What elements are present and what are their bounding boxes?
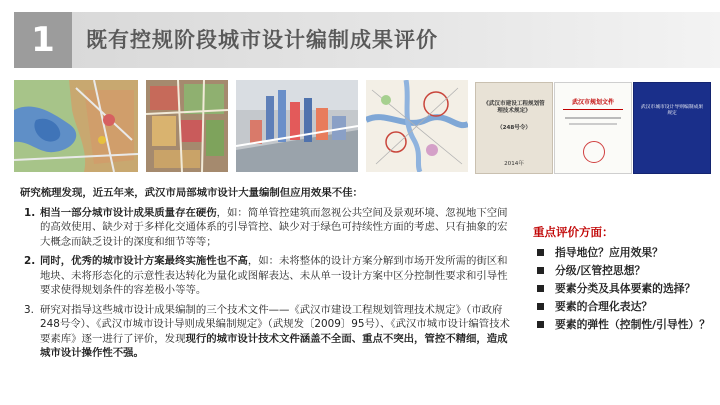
- 3d-city-render: [236, 80, 358, 172]
- evaluation-point: [533, 317, 713, 332]
- doc-2-title: 武汉市规划文件: [571, 99, 614, 106]
- document-cover-guideline: [633, 82, 711, 174]
- doc-2-seal: [583, 141, 605, 163]
- document-cover-248: [475, 82, 553, 174]
- finding-number: 1.: [24, 206, 36, 219]
- finding-item: [20, 206, 510, 250]
- finding-number: 3.: [24, 303, 34, 316]
- finding-item: [20, 303, 510, 361]
- bullet-square-icon: [537, 249, 544, 256]
- finding-number: 2.: [24, 255, 36, 267]
- doc-2-line: [569, 123, 617, 125]
- finding-item: [20, 254, 510, 298]
- city-plan-map-2: [146, 80, 228, 172]
- findings-lead: 研究梳理发现，近五年来，武汉市局部城市设计大量编制但应用效果不佳：: [20, 187, 363, 199]
- findings-section: [20, 186, 510, 361]
- evaluation-point: [533, 263, 713, 278]
- slide-title: 既有控规阶段城市设计编制成果评价: [86, 28, 438, 52]
- image-strip: [14, 80, 704, 172]
- evaluation-point: [533, 299, 713, 314]
- section-number: 1: [14, 12, 72, 68]
- evaluation-title: 重点评价方面：: [533, 225, 614, 239]
- city-plan-map-1: [14, 80, 138, 172]
- city-plan-map-4: [366, 80, 468, 172]
- finding-bold: 相当一部分城市设计成果质量存在硬伤: [40, 206, 217, 219]
- finding-text: ，如：简单管控建筑而忽视公共空间及景观环境、忽视地下空间的高效使用、缺少对于多样化交通体系的引导管控、缺少对于绿色可持续性方面的考虑、只有抽象的宏大概念而缺乏设计的深度和细节等等；: [40, 206, 508, 248]
- bullet-square-icon: [537, 267, 544, 274]
- evaluation-point-text: 分级/区管控思想？: [555, 264, 646, 277]
- doc-1-year: 2014年: [504, 161, 524, 167]
- doc-1-subtitle: （248号令）: [496, 125, 532, 131]
- evaluation-point-text: 要素的合理化表达？: [555, 300, 653, 313]
- finding-bold: 现行的城市设计技术文件涵盖不全面、重点不突出，管控不精细，造成城市设计操作性不强。: [40, 332, 508, 359]
- evaluation-aspects: [533, 224, 713, 335]
- bullet-square-icon: [537, 285, 544, 292]
- doc-2-line: [565, 117, 621, 119]
- slide-header: [0, 0, 720, 70]
- finding-text: 研究对指导这些城市设计成果编制的三个技术文件——《武汉市建设工程规划管理技术规定》（市政府248号令）、《武汉市城市设计导则成果编制规定》（武规发〔2009〕95号）、《武汉市城市设计编管技术要素库》逐一进行了评价，发现: [40, 303, 510, 345]
- finding-bold: 同时，优秀的城市设计方案最终实施性也不高: [40, 255, 248, 267]
- bullet-square-icon: [537, 321, 544, 328]
- doc-1-title: 《武汉市建设工程规划管理技术规定》: [483, 101, 545, 114]
- doc-3-title: 武汉市城市设计导则编制成果规定: [640, 105, 704, 116]
- document-cover-wuhan-planning: [554, 82, 632, 174]
- bullet-square-icon: [537, 303, 544, 310]
- finding-text: ，如：未将整体的设计方案分解到市场开发所需的街区和地块、未将形态化的示意性表达转化为量化或图解表达、未从单一设计方案中区分控制性要求和引导性要求使得规划条件的容差极小等等。: [40, 255, 508, 296]
- evaluation-point-text: 要素的弹性（控制性/引导性）？: [555, 318, 711, 331]
- evaluation-point: [533, 281, 713, 296]
- evaluation-point: [533, 245, 713, 260]
- evaluation-point-text: 要素分类及具体要素的选择？: [555, 282, 696, 295]
- evaluation-point-text: 指导地位？应用效果？: [555, 246, 663, 259]
- doc-2-rule: [563, 109, 623, 110]
